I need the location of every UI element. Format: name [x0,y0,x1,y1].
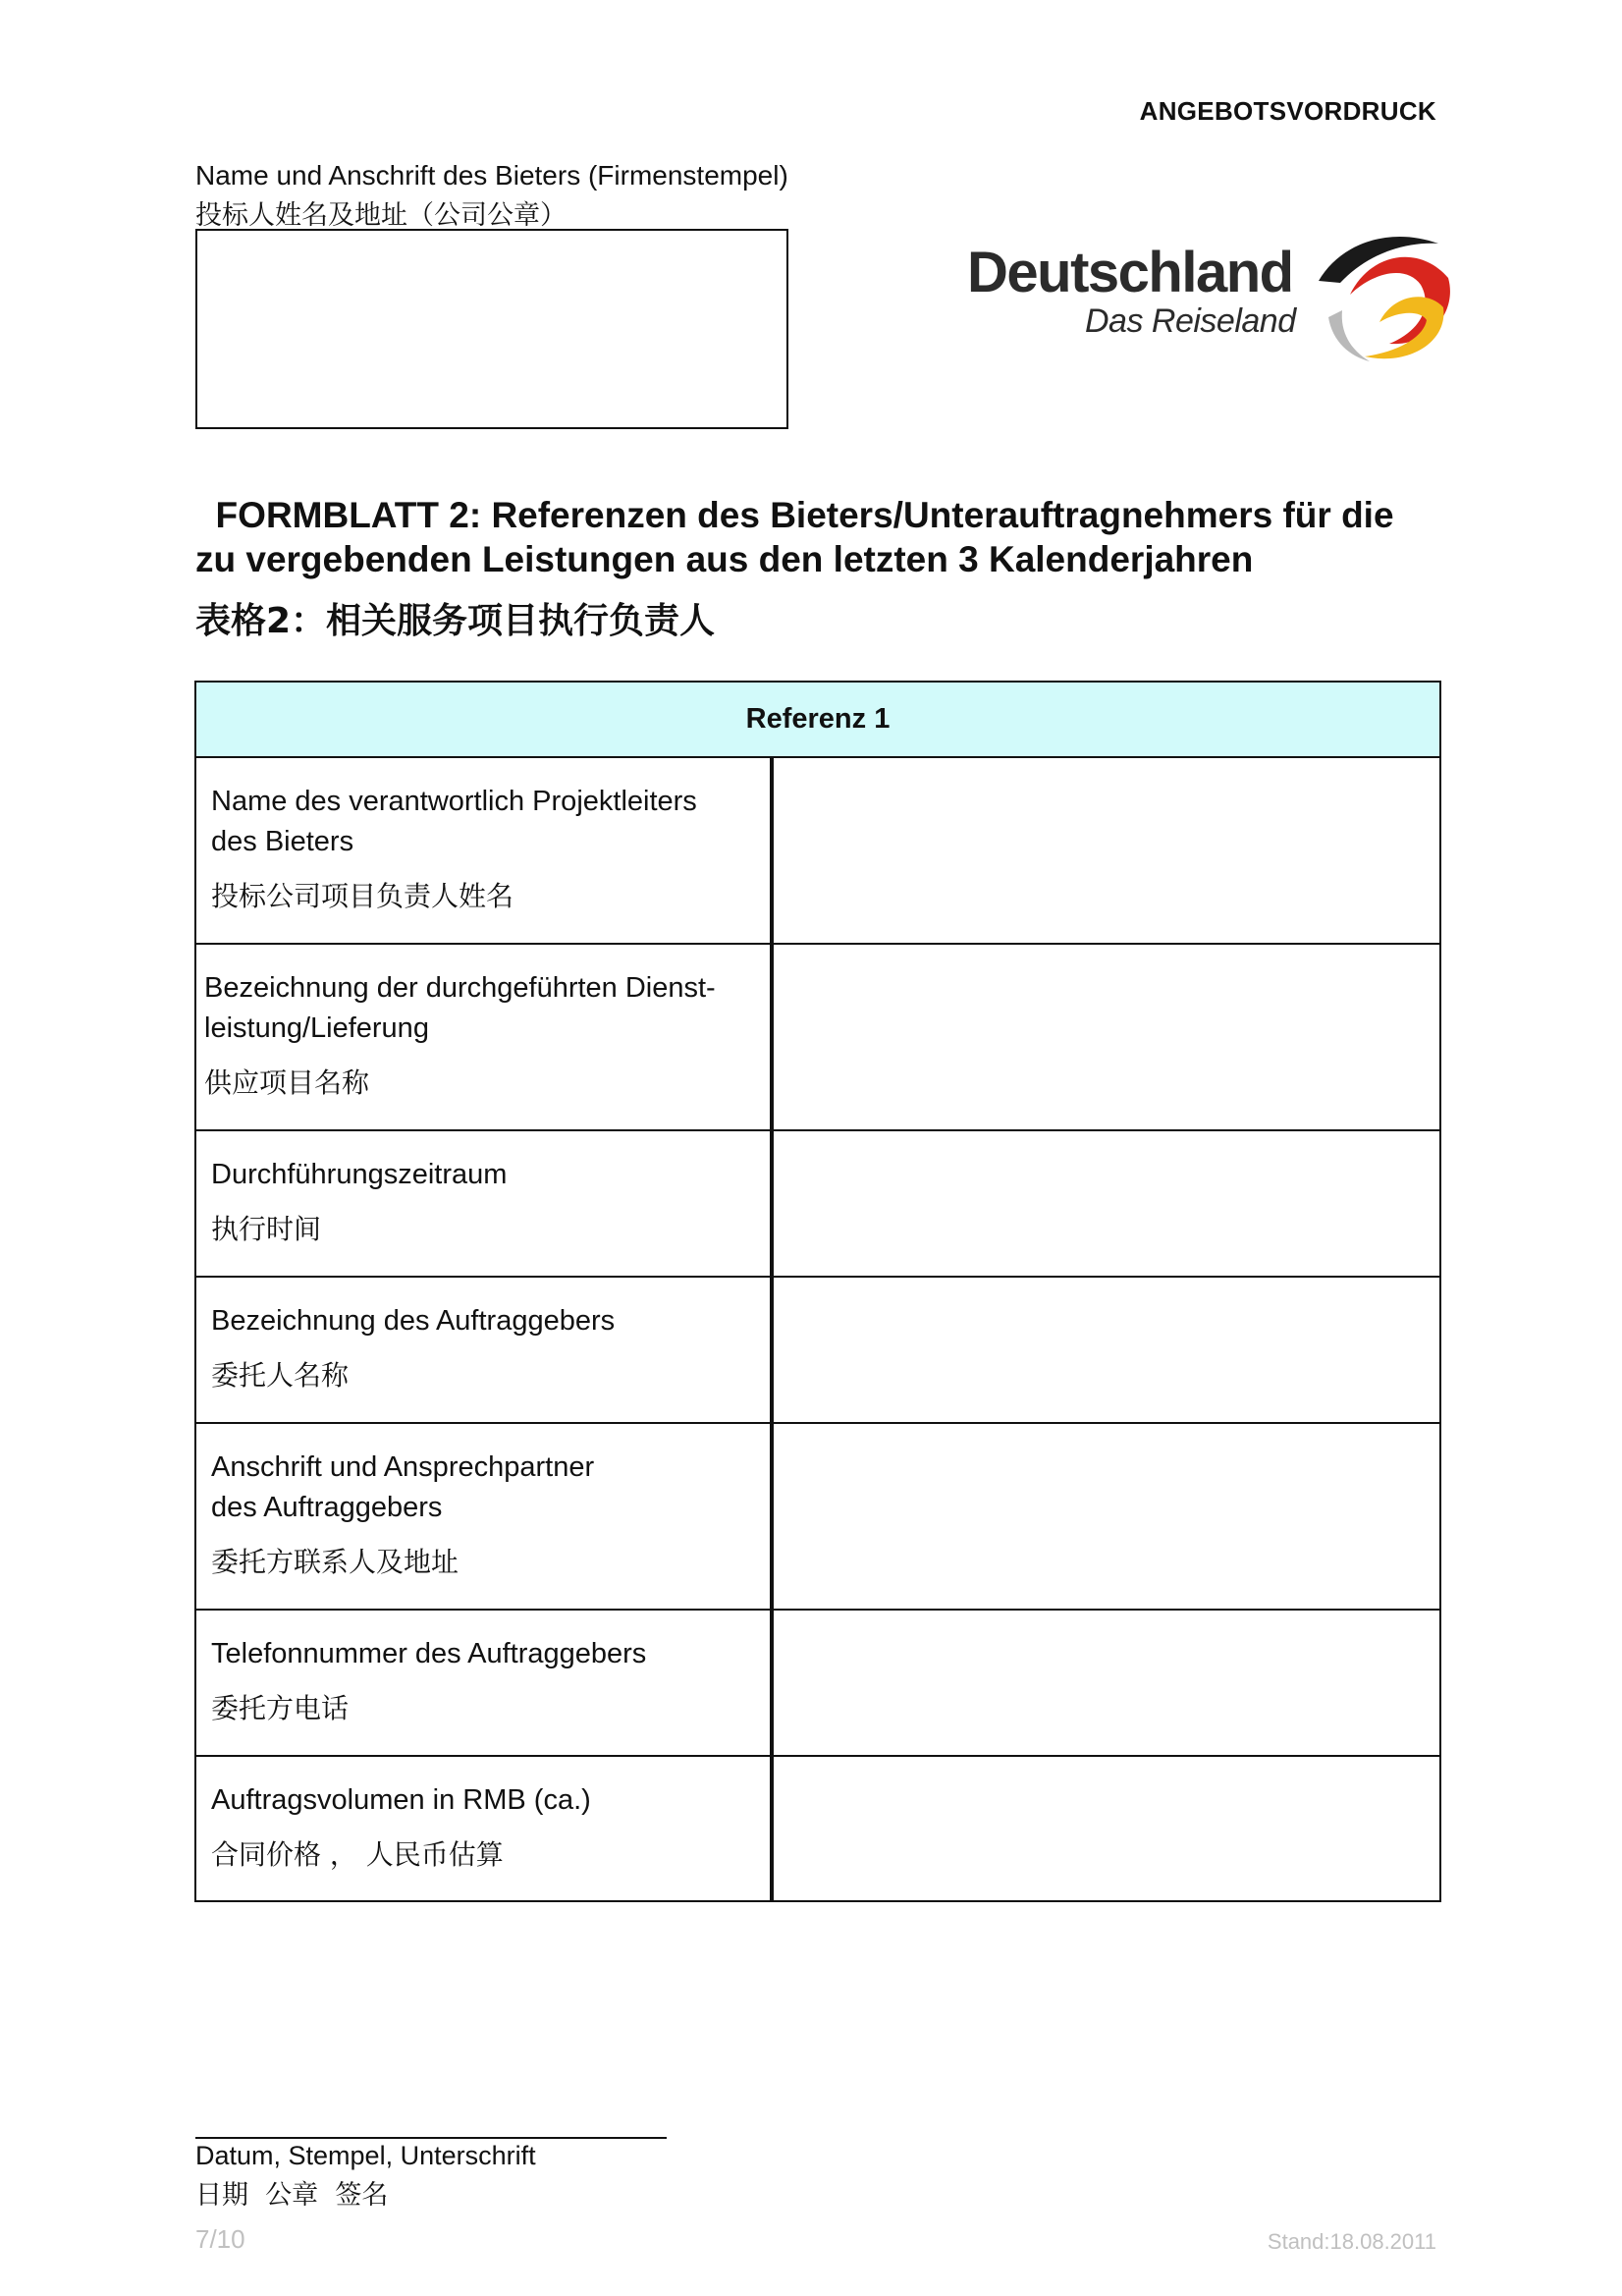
row-label-chinese: 供应项目名称 [204,1066,370,1099]
reference-table-header: Referenz 1 [196,683,1439,758]
deutschland-logo [967,224,1463,366]
row-label-chinese: 委托人名称 [211,1359,350,1392]
table-row [196,945,1439,1131]
logo-swoosh-icon [1311,224,1458,366]
logo-tagline: Das Reiseland [1085,302,1296,340]
row-label-chinese: 委托方电话 [211,1692,350,1724]
row-label [196,1131,774,1276]
table-row [196,1131,1439,1278]
row-value-input[interactable] [774,758,1439,943]
row-label-german: Telefonnummer des Auftraggebers [211,1638,647,1669]
reference-table [194,681,1441,1902]
table-row [196,1424,1439,1611]
row-value-input[interactable] [774,945,1439,1129]
table-row [196,758,1439,945]
signature-label-german: Datum, Stempel, Unterschrift [195,2141,536,2170]
bidder-label-german: Name und Anschrift des Bieters (Firmenstempel) [195,160,788,191]
table-row [196,1757,1439,1900]
row-label-german: Name des verantwortlich Projektleiters des Bieters [211,786,697,857]
form-title-line-1: FORMBLATT 2: Referenzen des Bieters/Unterauftragnehmers für die [195,495,1394,535]
revision-date: Stand:18.08.2011 [1267,2229,1436,2254]
row-label-german: Auftragsvolumen in RMB (ca.) [211,1784,591,1816]
row-value-input[interactable] [774,1611,1439,1755]
row-value-input[interactable] [774,1278,1439,1422]
signature-label-chinese: 日期 公章 签名 [195,2180,389,2211]
document-type-label: ANGEBOTSVORDRUCK [1139,96,1436,126]
row-label-chinese: 投标公司项目负责人姓名 [211,880,514,912]
row-label [196,1611,774,1755]
row-label-german: Anschrift und Ansprechpartner des Auftraggebers [211,1451,595,1523]
bidder-label-chinese: 投标人姓名及地址（公司公章） [195,200,567,231]
row-label-chinese: 执行时间 [211,1213,322,1245]
company-stamp-box[interactable] [195,229,788,429]
table-row [196,1611,1439,1757]
row-label-german: Durchführungszeitraum [211,1159,508,1190]
row-label-german: Bezeichnung des Auftraggebers [211,1305,616,1337]
signature-line[interactable] [195,2137,667,2139]
table-row [196,1278,1439,1424]
row-label [196,758,774,943]
row-label [196,945,774,1129]
row-value-input[interactable] [774,1757,1439,1900]
row-value-input[interactable] [774,1424,1439,1609]
form-title-line-2: zu vergebenden Leistungen aus den letzten 3 Kalenderjahren [195,539,1254,579]
form-title-chinese: 表格2：相关服务项目执行负责人 [195,601,716,641]
row-label-chinese: 合同价格 ， 人民币估算 [211,1838,504,1871]
row-label [196,1424,774,1609]
logo-wordmark: Deutschland [967,241,1293,304]
form-title-german [195,493,1472,581]
row-label [196,1278,774,1422]
row-value-input[interactable] [774,1131,1439,1276]
row-label-german: Bezeichnung der durchgeführten Dienst- leistung/Lieferung [204,972,716,1044]
page-number: 7/10 [195,2224,245,2254]
row-label-chinese: 委托方联系人及地址 [211,1546,460,1578]
row-label [196,1757,774,1900]
